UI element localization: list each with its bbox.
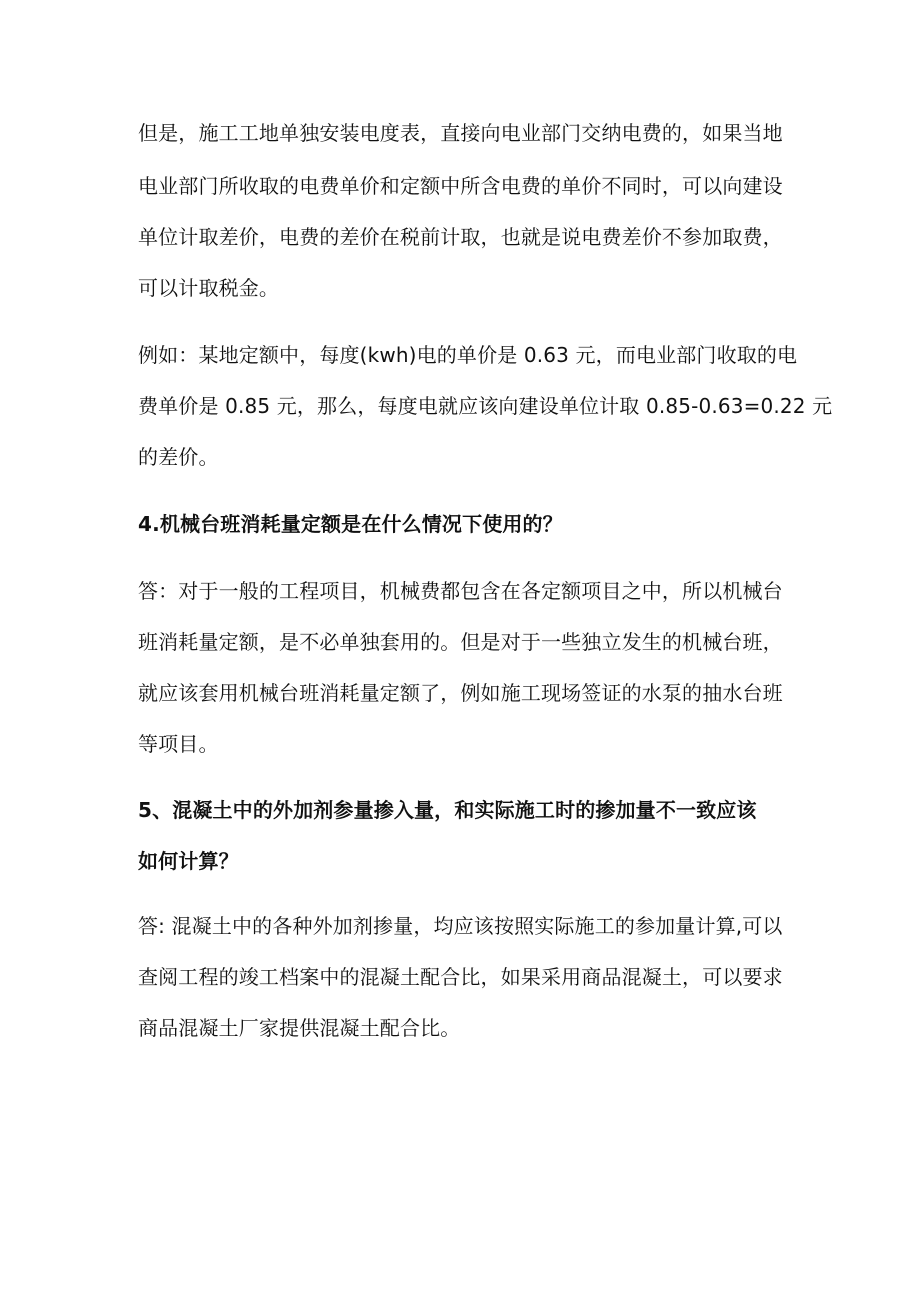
paragraph-1-line-3: 单位计取差价，电费的差价在税前计取，也就是说电费差价不参加取费， [138, 225, 783, 249]
question-4-answer-line-4: 等项目。 [138, 732, 219, 756]
paragraph-2-line-2: 费单价是 0.85 元，那么，每度电就应该向建设单位计取 0.85-0.63=0.22 元 [138, 394, 833, 418]
paragraph-1-line-4: 可以计取税金。 [138, 276, 280, 300]
question-4-answer-line-1: 答：对于一般的工程项目，机械费都包含在各定额项目之中，所以机械台 [138, 579, 783, 603]
paragraph-2-line-3: 的差价。 [138, 445, 219, 469]
paragraph-1-line-1: 但是，施工工地单独安装电度表，直接向电业部门交纳电费的，如果当地 [138, 121, 783, 145]
question-5-heading-line-1: 5、混凝土中的外加剂参量掺入量，和实际施工时的掺加量不一致应该 [138, 798, 757, 822]
question-5-answer-line-3: 商品混凝土厂家提供混凝土配合比。 [138, 1016, 461, 1040]
paragraph-2-line-1: 例如：某地定额中，每度(kwh)电的单价是 0.63 元，而电业部门收取的电 [138, 343, 798, 367]
question-4-answer-line-2: 班消耗量定额，是不必单独套用的。但是对于一些独立发生的机械台班， [138, 630, 783, 654]
question-5-answer-line-2: 查阅工程的竣工档案中的混凝土配合比，如果采用商品混凝土，可以要求 [138, 965, 783, 989]
question-4-heading: 4.机械台班消耗量定额是在什么情况下使用的？ [138, 512, 563, 536]
question-5-heading-line-2: 如何计算？ [138, 849, 239, 873]
question-4-answer-line-3: 就应该套用机械台班消耗量定额了，例如施工现场签证的水泵的抽水台班 [138, 681, 783, 705]
question-5-answer-line-1: 答: 混凝土中的各种外加剂掺量，均应该按照实际施工的参加量计算,可以 [138, 914, 783, 938]
paragraph-1-line-2: 电业部门所收取的电费单价和定额中所含电费的单价不同时，可以向建设 [138, 174, 783, 198]
